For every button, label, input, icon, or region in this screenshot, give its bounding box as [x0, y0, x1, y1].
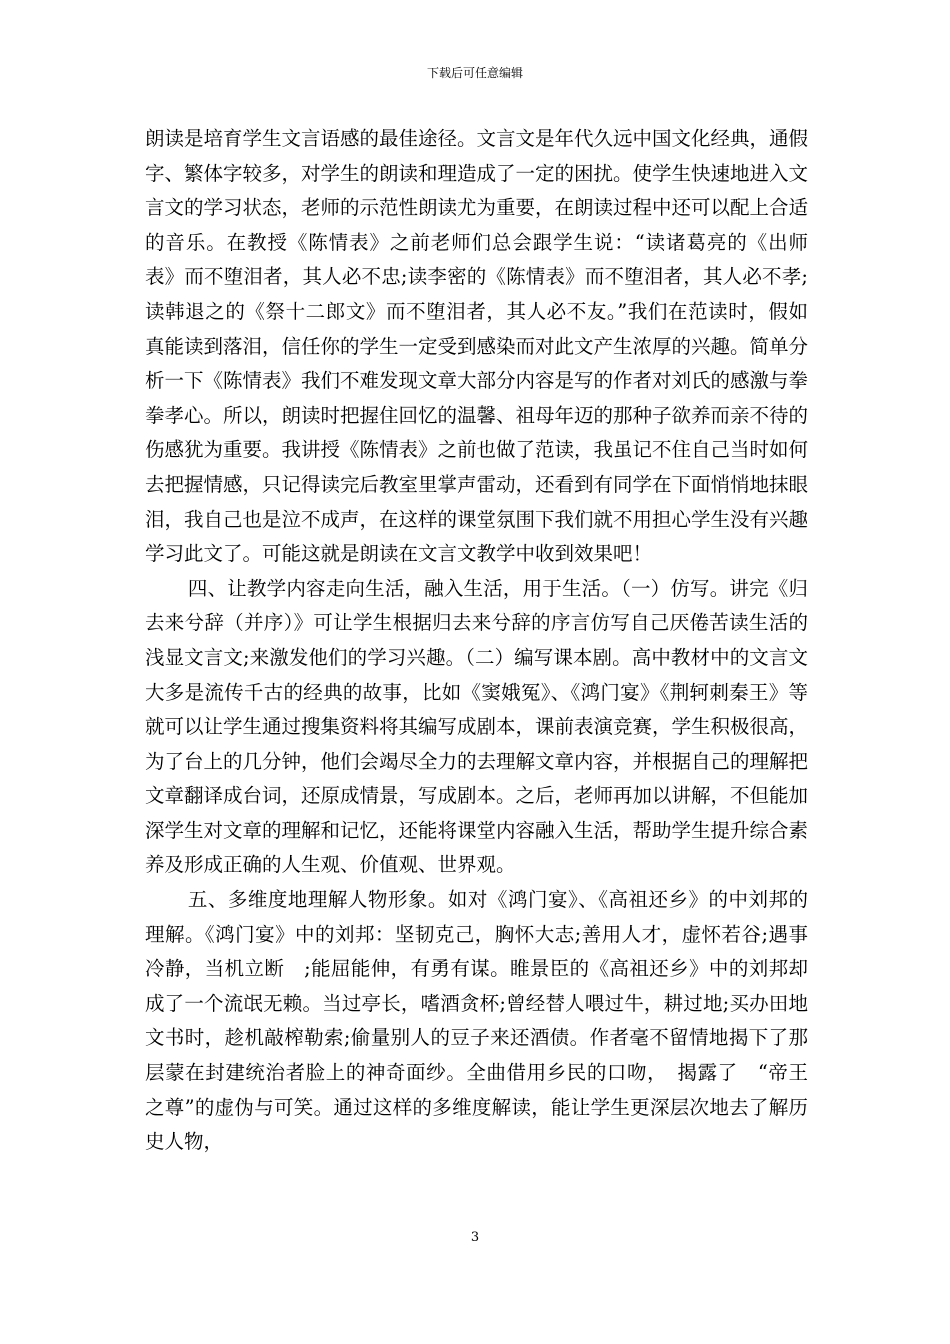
paragraph-section-five: 五、多维度地理解人物形象。如对《鸿门宴》、《高祖还乡》的中刘邦的理解。《鸿门宴》中的刘邦：坚韧克己，胸怀大志;善用人才，虚怀若谷;遇事冷静，当机立断 ;能屈能伸，有勇有谋。睢景臣的《高祖还乡》中的刘邦却成了一个流氓无赖。当过亭长，嗜酒贪杯;曾经替人喂过牛，耕过地;买办田地文书时，趁机敲榨勒索;偷量别人的豆子来还酒债。作者毫不留情地揭下了那层蒙在封建统治者脸上的神奇面纱。全曲借用乡民的口吻， 揭露了 “帝王之尊”的虚伪与可笑。通过这样的多维度解读，能让学生更深层次地去了解历史人物，	[145, 888, 808, 1154]
paragraph-reading: 朗读是培育学生文言语感的最佳途径。文言文是年代久远中国文化经典，通假字、繁体字较多，对学生的朗读和理造成了一定的困扰。使学生快速地进入文言文的学习状态，老师的示范性朗读尤为重要，在朗读过程中还可以配上合适的音乐。在教授《陈情表》之前老师们总会跟学生说：“读诸葛亮的《出师表》而不堕泪者，其人必不忠;读李密的《陈情表》而不堕泪者，其人必不孝;读韩退之的《祭十二郎文》而不堕泪者，其人必不友。”我们在范读时，假如真能读到落泪，信任你的学生一定受到感染而对此文产生浓厚的兴趣。简单分析一下《陈情表》我们不难发现文章大部分内容是写的作者对刘氏的感激与拳拳孝心。所以，朗读时把握住回忆的温馨、祖母年迈的那种子欲养而亲不待的伤感犹为重要。我讲授《陈情表》之前也做了范读，我虽记不住自己当时如何去把握情感，只记得读完后教室里掌声雷动，还看到有同学在下面悄悄地抹眼泪，我自己也是泣不成声，在这样的课堂氛围下我们就不用担心学生没有兴趣学习此文了。可能这就是朗读在文言文教学中收到效果吧！	[145, 127, 809, 566]
page-header: 下载后可任意编辑	[426, 66, 523, 80]
page-number: 3	[470, 1230, 480, 1245]
paragraph-section-four: 四、让教学内容走向生活，融入生活，用于生活。（一）仿写。讲完《归去来兮辞（并序）》可让学生根据归去来兮辞的序言仿写自己厌倦苦读生活的浅显文言文;来激发他们的学习兴趣。（二）编写课本剧。高中教材中的文言文大多是流传千古的经典的故事，比如《窦娥冤》、《鸿门宴》《荆轲刺秦王》等就可以让学生通过搜集资料将其编写成剧本，课前表演竞赛，学生积极很高，为了台上的几分钟，他们会竭尽全力的去理解文章内容，并根据自己的理解把文章翻译成台词，还原成情景，写成剧本。之后，老师再加以讲解，不但能加深学生对文章的理解和记忆，还能将课堂内容融入生活，帮助学生提升综合素养及形成正确的人生观、价值观、世界观。	[145, 576, 809, 877]
document-body	[145, 122, 808, 1160]
